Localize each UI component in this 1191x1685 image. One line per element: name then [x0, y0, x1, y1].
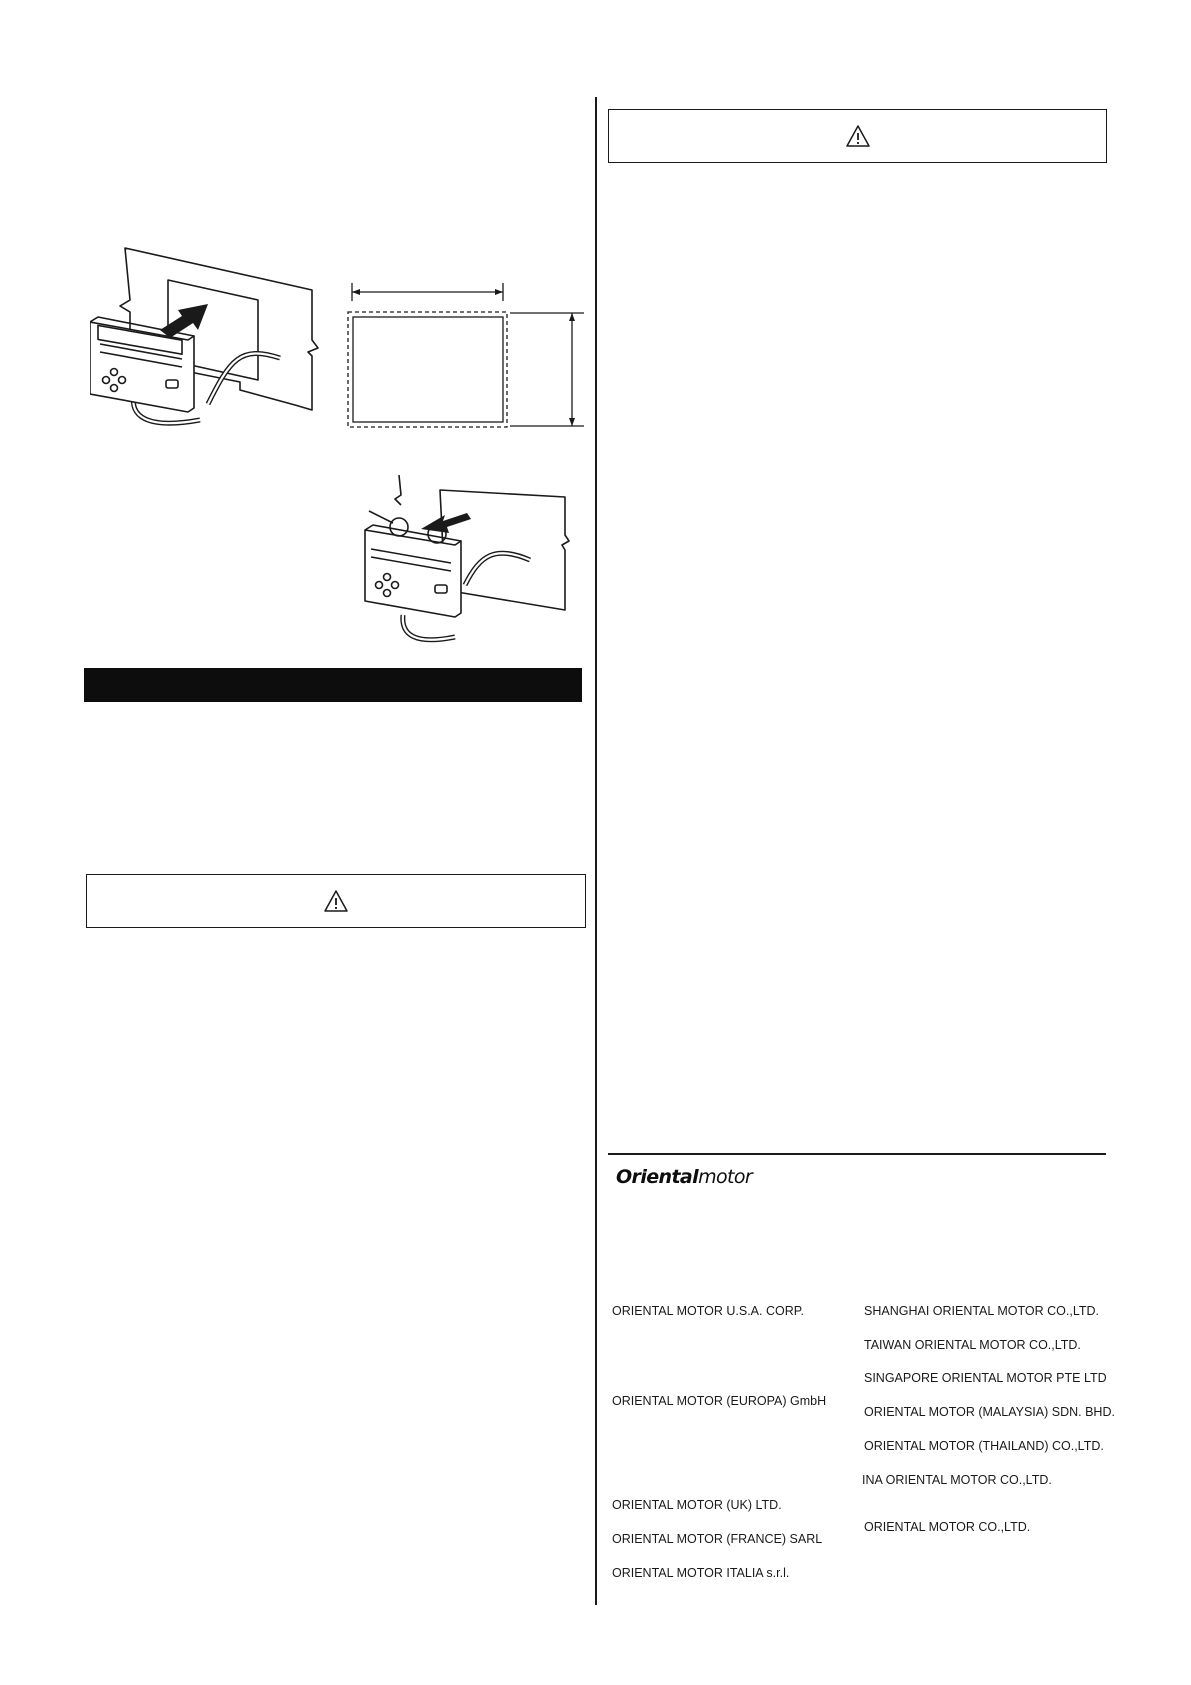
- company-name: SINGAPORE ORIENTAL MOTOR PTE LTD: [864, 1371, 1107, 1385]
- company-name: TAIWAN ORIENTAL MOTOR CO.,LTD.: [864, 1338, 1081, 1352]
- warning-box-right: [608, 109, 1107, 163]
- panel-removal-illustration: [355, 475, 595, 650]
- company-name: ORIENTAL MOTOR (UK) LTD.: [612, 1498, 782, 1512]
- section-header-bar: [84, 668, 582, 702]
- column-divider: [595, 97, 597, 1605]
- company-name: INA ORIENTAL MOTOR CO.,LTD.: [862, 1473, 1052, 1487]
- company-name: ORIENTAL MOTOR ITALIA s.r.l.: [612, 1566, 790, 1580]
- company-name: ORIENTAL MOTOR CO.,LTD.: [864, 1520, 1031, 1534]
- panel-mounting-illustration: [90, 240, 340, 440]
- company-name: ORIENTAL MOTOR (FRANCE) SARL: [612, 1532, 823, 1546]
- oriental-motor-logo: Orientalmotor: [616, 1166, 753, 1188]
- footer-rule: [608, 1153, 1106, 1155]
- company-name: SHANGHAI ORIENTAL MOTOR CO.,LTD.: [864, 1304, 1099, 1318]
- warning-box-left: [86, 874, 586, 928]
- company-name: ORIENTAL MOTOR (EUROPA) GmbH: [612, 1394, 827, 1408]
- warning-triangle-icon: [845, 124, 871, 148]
- warning-triangle-icon: [323, 889, 349, 913]
- company-name: ORIENTAL MOTOR (THAILAND) CO.,LTD.: [864, 1439, 1104, 1453]
- company-name: ORIENTAL MOTOR U.S.A. CORP.: [612, 1304, 804, 1318]
- company-name: ORIENTAL MOTOR (MALAYSIA) SDN. BHD.: [864, 1405, 1115, 1419]
- cutout-dimension-drawing: [344, 283, 584, 433]
